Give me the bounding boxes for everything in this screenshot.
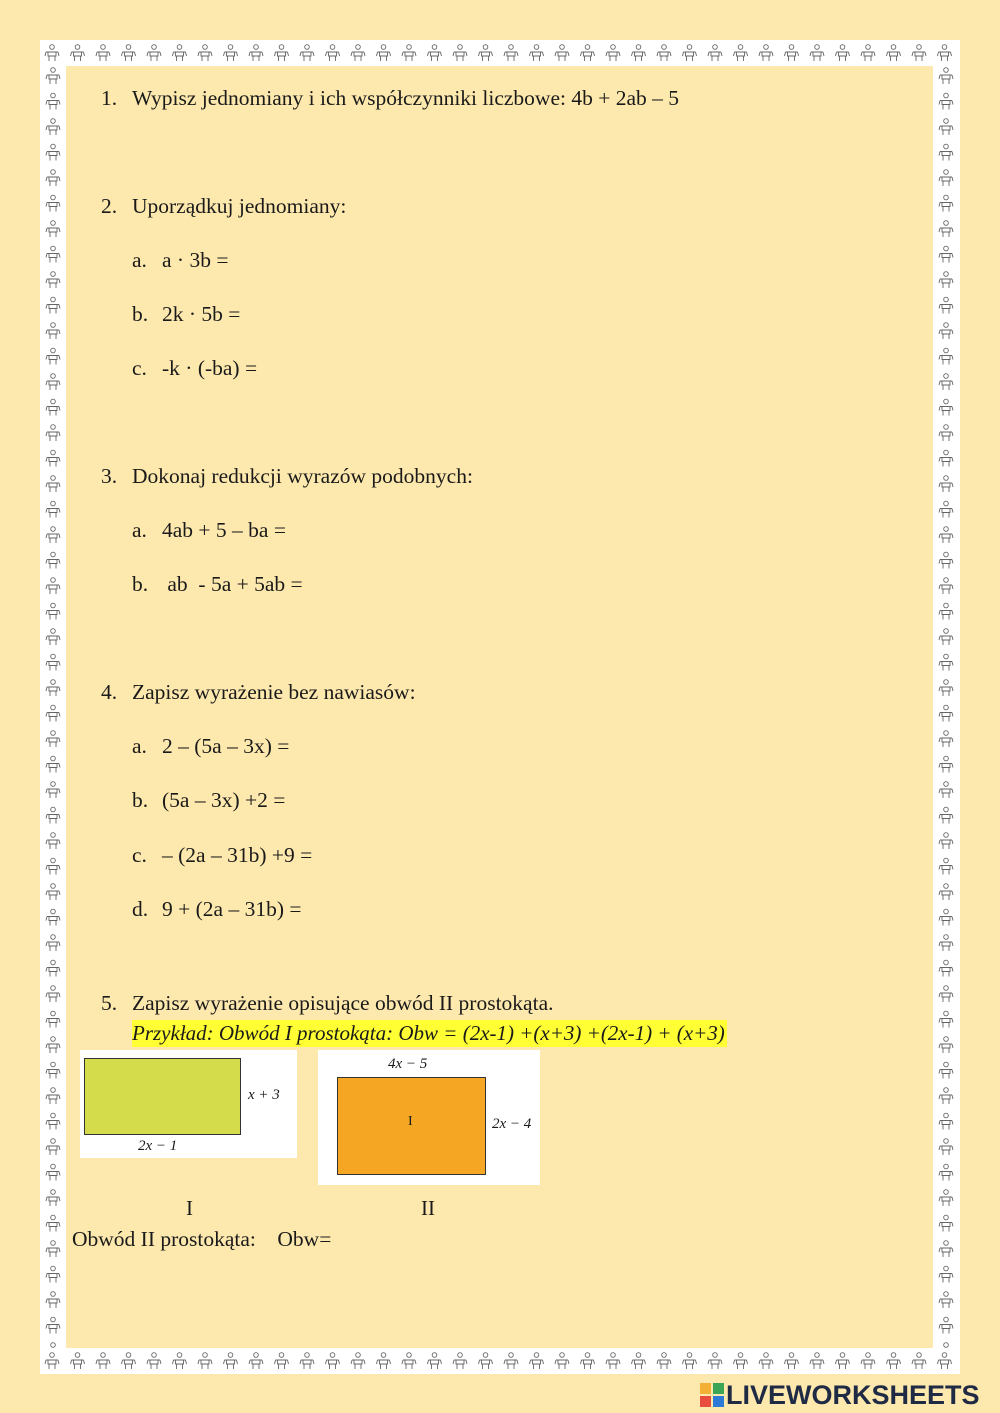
border-figure-icon xyxy=(939,297,953,313)
border-pattern-top xyxy=(40,40,960,66)
border-figure-icon xyxy=(939,348,953,364)
border-figure-icon xyxy=(46,246,60,262)
border-figure-icon xyxy=(939,756,953,772)
border-figure-icon xyxy=(530,45,544,61)
border-figure-icon xyxy=(46,654,60,670)
border-figure-icon xyxy=(46,1088,60,1104)
question-4d-letter: d. xyxy=(132,897,149,921)
border-figure-icon xyxy=(939,960,953,976)
border-figure-icon xyxy=(939,374,953,390)
border-figure-icon xyxy=(939,1139,953,1155)
question-2a-expression: a · 3b = xyxy=(162,248,229,272)
border-figure-icon xyxy=(428,45,442,61)
border-figure-icon xyxy=(198,45,212,61)
border-figure-icon xyxy=(939,1343,953,1348)
border-figure-icon xyxy=(275,45,289,61)
border-figure-icon xyxy=(734,1353,748,1369)
rectangle-2-side-label: 2x − 4 xyxy=(492,1116,532,1132)
border-figure-icon xyxy=(224,1353,238,1369)
border-figure-icon xyxy=(939,986,953,1002)
border-figure-icon xyxy=(46,272,60,288)
border-figure-icon xyxy=(46,221,60,237)
border-figure-icon xyxy=(939,909,953,925)
liveworksheets-logo-text: LIVEWORKSHEETS xyxy=(726,1379,980,1410)
rectangle-2-shape xyxy=(337,1077,486,1175)
rectangle-2-center-label: I xyxy=(408,1114,413,1129)
question-3a-letter: a. xyxy=(132,518,147,542)
border-figure-icon xyxy=(46,501,60,517)
question-4-number: 4. xyxy=(101,680,118,704)
liveworksheets-logo xyxy=(700,1380,980,1410)
border-figure-icon xyxy=(46,450,60,466)
border-figure-icon xyxy=(300,1353,314,1369)
border-figure-icon xyxy=(861,45,875,61)
border-figure-icon xyxy=(46,1266,60,1282)
border-pattern-left xyxy=(40,66,66,1348)
question-2c-letter: c. xyxy=(132,356,147,380)
border-figure-icon xyxy=(46,833,60,849)
border-figure-icon xyxy=(46,297,60,313)
border-figure-icon xyxy=(147,1353,161,1369)
border-figure-icon xyxy=(46,425,60,441)
border-figure-icon xyxy=(351,45,365,61)
question-5-text: Zapisz wyrażenie opisujące obwód II prostokąta. xyxy=(132,991,554,1015)
border-figure-icon xyxy=(939,68,953,84)
question-4a-letter: a. xyxy=(132,734,147,758)
border-figure-icon xyxy=(939,119,953,135)
question-3a-expression: 4ab + 5 – ba = xyxy=(162,518,286,542)
border-figure-icon xyxy=(581,1353,595,1369)
question-2a-letter: a. xyxy=(132,248,147,272)
border-figure-icon xyxy=(46,705,60,721)
border-figure-icon xyxy=(632,1353,646,1369)
border-figure-icon xyxy=(249,1353,263,1369)
question-3-number: 3. xyxy=(101,464,118,488)
example-highlighted-text: Przykład: Obwód I prostokąta: Obw = (2x-1) +(x+3) +(2x-1) + (x+3) xyxy=(132,1021,725,1045)
border-figure-icon xyxy=(46,603,60,619)
border-figure-icon xyxy=(46,1343,60,1348)
border-figure-icon xyxy=(46,1164,60,1180)
border-figure-icon xyxy=(939,935,953,951)
border-figure-icon xyxy=(939,93,953,109)
border-figure-icon xyxy=(46,858,60,874)
border-pattern-bottom xyxy=(40,1348,960,1374)
question-2c-expression: -k · (-ba) = xyxy=(162,356,258,380)
border-figure-icon xyxy=(581,45,595,61)
border-figure-icon xyxy=(45,1353,59,1369)
border-figure-icon xyxy=(683,45,697,61)
border-figure-icon xyxy=(939,654,953,670)
border-figure-icon xyxy=(45,45,59,61)
border-pattern-right xyxy=(933,66,960,1348)
border-figure-icon xyxy=(504,45,518,61)
border-figure-icon xyxy=(939,1113,953,1129)
border-figure-icon xyxy=(326,1353,340,1369)
rectangle-1-bottom-label: 2x − 1 xyxy=(138,1138,178,1154)
border-figure-icon xyxy=(810,45,824,61)
border-figure-icon xyxy=(504,1353,518,1369)
border-figure-icon xyxy=(939,1241,953,1257)
border-figure-icon xyxy=(46,935,60,951)
rectangle-2-caption: II xyxy=(421,1196,435,1220)
border-figure-icon xyxy=(46,1190,60,1206)
border-figure-icon xyxy=(939,680,953,696)
border-figure-icon xyxy=(122,1353,136,1369)
border-figure-icon xyxy=(708,45,722,61)
border-figure-icon xyxy=(939,833,953,849)
rectangle-1-caption: I xyxy=(186,1196,193,1220)
border-figure-icon xyxy=(46,731,60,747)
border-figure-icon xyxy=(939,578,953,594)
border-figure-icon xyxy=(939,705,953,721)
border-figure-icon xyxy=(606,1353,620,1369)
border-figure-icon xyxy=(46,629,60,645)
border-figure-icon xyxy=(785,1353,799,1369)
border-figure-icon xyxy=(428,1353,442,1369)
liveworksheets-logo-icon xyxy=(700,1383,724,1407)
border-figure-icon xyxy=(555,1353,569,1369)
border-figure-icon xyxy=(377,45,391,61)
question-2b-expression: 2k · 5b = xyxy=(162,302,241,326)
border-figure-icon xyxy=(939,476,953,492)
border-figure-icon xyxy=(939,552,953,568)
border-figure-icon xyxy=(46,374,60,390)
border-figure-icon xyxy=(939,144,953,160)
border-figure-icon xyxy=(46,807,60,823)
rectangle-1-shape xyxy=(84,1058,241,1135)
border-figure-icon xyxy=(46,578,60,594)
border-figure-icon xyxy=(939,170,953,186)
border-figure-icon xyxy=(46,756,60,772)
border-figure-icon xyxy=(46,399,60,415)
question-1-text: Wypisz jednomiany i ich współczynniki liczbowe: 4b + 2ab – 5 xyxy=(132,86,680,110)
question-4-text: Zapisz wyrażenie bez nawiasów: xyxy=(132,680,416,704)
rectangle-2-top-label: 4x − 5 xyxy=(388,1056,428,1072)
border-figure-icon xyxy=(810,1353,824,1369)
perimeter-answer-prompt: Obwód II prostokąta: Obw= xyxy=(72,1227,332,1251)
border-figure-icon xyxy=(46,144,60,160)
question-4b-letter: b. xyxy=(132,788,149,812)
border-figure-icon xyxy=(46,1113,60,1129)
border-figure-icon xyxy=(46,680,60,696)
border-figure-icon xyxy=(734,45,748,61)
border-figure-icon xyxy=(96,1353,110,1369)
question-2b-letter: b. xyxy=(132,302,149,326)
border-figure-icon xyxy=(939,323,953,339)
border-figure-icon xyxy=(939,1011,953,1027)
question-4c-expression: – (2a – 31b) +9 = xyxy=(162,843,313,867)
border-figure-icon xyxy=(939,450,953,466)
border-figure-icon xyxy=(351,1353,365,1369)
border-figure-icon xyxy=(657,45,671,61)
border-figure-icon xyxy=(122,45,136,61)
border-figure-icon xyxy=(453,1353,467,1369)
border-figure-icon xyxy=(939,246,953,262)
border-figure-icon xyxy=(939,195,953,211)
border-figure-icon xyxy=(46,1317,60,1333)
border-figure-icon xyxy=(300,45,314,61)
border-figure-icon xyxy=(939,501,953,517)
border-figure-icon xyxy=(173,45,187,61)
border-figure-icon xyxy=(46,1292,60,1308)
question-3b-letter: b. xyxy=(132,572,149,596)
border-figure-icon xyxy=(46,552,60,568)
border-figure-icon xyxy=(46,476,60,492)
border-figure-icon xyxy=(912,1353,926,1369)
border-figure-icon xyxy=(275,1353,289,1369)
border-figure-icon xyxy=(96,45,110,61)
question-5-number: 5. xyxy=(101,991,118,1015)
rectangle-1-side-label: x + 3 xyxy=(248,1087,280,1103)
border-figure-icon xyxy=(759,1353,773,1369)
border-figure-icon xyxy=(939,807,953,823)
border-figure-icon xyxy=(939,603,953,619)
border-figure-icon xyxy=(939,1215,953,1231)
border-figure-icon xyxy=(479,45,493,61)
border-figure-icon xyxy=(173,1353,187,1369)
question-4c-letter: c. xyxy=(132,843,147,867)
border-figure-icon xyxy=(785,45,799,61)
question-3-text: Dokonaj redukcji wyrazów podobnych: xyxy=(132,464,473,488)
border-figure-icon xyxy=(46,93,60,109)
border-figure-icon xyxy=(939,272,953,288)
border-figure-icon xyxy=(939,221,953,237)
border-figure-icon xyxy=(939,1037,953,1053)
border-figure-icon xyxy=(147,45,161,61)
border-figure-icon xyxy=(939,1088,953,1104)
border-figure-icon xyxy=(249,45,263,61)
border-figure-icon xyxy=(657,1353,671,1369)
border-figure-icon xyxy=(402,45,416,61)
border-figure-icon xyxy=(71,45,85,61)
border-figure-icon xyxy=(836,45,850,61)
border-figure-icon xyxy=(836,1353,850,1369)
question-4b-expression: (5a – 3x) +2 = xyxy=(162,788,286,812)
border-figure-icon xyxy=(939,1292,953,1308)
border-figure-icon xyxy=(912,45,926,61)
border-figure-icon xyxy=(939,782,953,798)
border-figure-icon xyxy=(46,195,60,211)
border-figure-icon xyxy=(46,170,60,186)
border-figure-icon xyxy=(939,1190,953,1206)
border-figure-icon xyxy=(683,1353,697,1369)
border-figure-icon xyxy=(939,858,953,874)
border-figure-icon xyxy=(939,884,953,900)
border-figure-icon xyxy=(708,1353,722,1369)
border-figure-icon xyxy=(606,45,620,61)
border-figure-icon xyxy=(402,1353,416,1369)
border-figure-icon xyxy=(938,45,952,61)
border-figure-icon xyxy=(887,45,901,61)
border-figure-icon xyxy=(939,527,953,543)
question-3b-expression: ab - 5a + 5ab = xyxy=(162,572,303,596)
border-figure-icon xyxy=(46,1215,60,1231)
border-figure-icon xyxy=(530,1353,544,1369)
border-figure-icon xyxy=(939,1062,953,1078)
border-figure-icon xyxy=(939,425,953,441)
rectangle-2-figure xyxy=(318,1050,540,1185)
question-1-number: 1. xyxy=(101,86,118,110)
question-4d-expression: 9 + (2a – 31b) = xyxy=(162,897,302,921)
border-figure-icon xyxy=(46,909,60,925)
border-figure-icon xyxy=(632,45,646,61)
border-figure-icon xyxy=(377,1353,391,1369)
border-figure-icon xyxy=(46,68,60,84)
border-figure-icon xyxy=(46,782,60,798)
border-figure-icon xyxy=(46,527,60,543)
border-figure-icon xyxy=(198,1353,212,1369)
border-figure-icon xyxy=(939,1266,953,1282)
border-figure-icon xyxy=(46,960,60,976)
border-figure-icon xyxy=(46,1062,60,1078)
border-figure-icon xyxy=(46,1011,60,1027)
border-figure-icon xyxy=(46,1139,60,1155)
border-figure-icon xyxy=(46,119,60,135)
border-figure-icon xyxy=(46,348,60,364)
border-figure-icon xyxy=(46,1241,60,1257)
border-figure-icon xyxy=(861,1353,875,1369)
border-figure-icon xyxy=(224,45,238,61)
border-figure-icon xyxy=(939,1317,953,1333)
border-figure-icon xyxy=(71,1353,85,1369)
border-figure-icon xyxy=(479,1353,493,1369)
border-figure-icon xyxy=(555,45,569,61)
rectangle-1-figure xyxy=(80,1050,297,1158)
border-figure-icon xyxy=(759,45,773,61)
question-2-number: 2. xyxy=(101,194,118,218)
question-2-text: Uporządkuj jednomiany: xyxy=(132,194,347,218)
border-figure-icon xyxy=(938,1353,952,1369)
border-figure-icon xyxy=(939,1164,953,1180)
border-figure-icon xyxy=(46,323,60,339)
border-figure-icon xyxy=(939,629,953,645)
border-figure-icon xyxy=(46,884,60,900)
border-figure-icon xyxy=(939,731,953,747)
border-figure-icon xyxy=(939,399,953,415)
border-figure-icon xyxy=(46,1037,60,1053)
question-4a-expression: 2 – (5a – 3x) = xyxy=(162,734,290,758)
border-figure-icon xyxy=(887,1353,901,1369)
border-figure-icon xyxy=(326,45,340,61)
border-figure-icon xyxy=(453,45,467,61)
border-figure-icon xyxy=(46,986,60,1002)
